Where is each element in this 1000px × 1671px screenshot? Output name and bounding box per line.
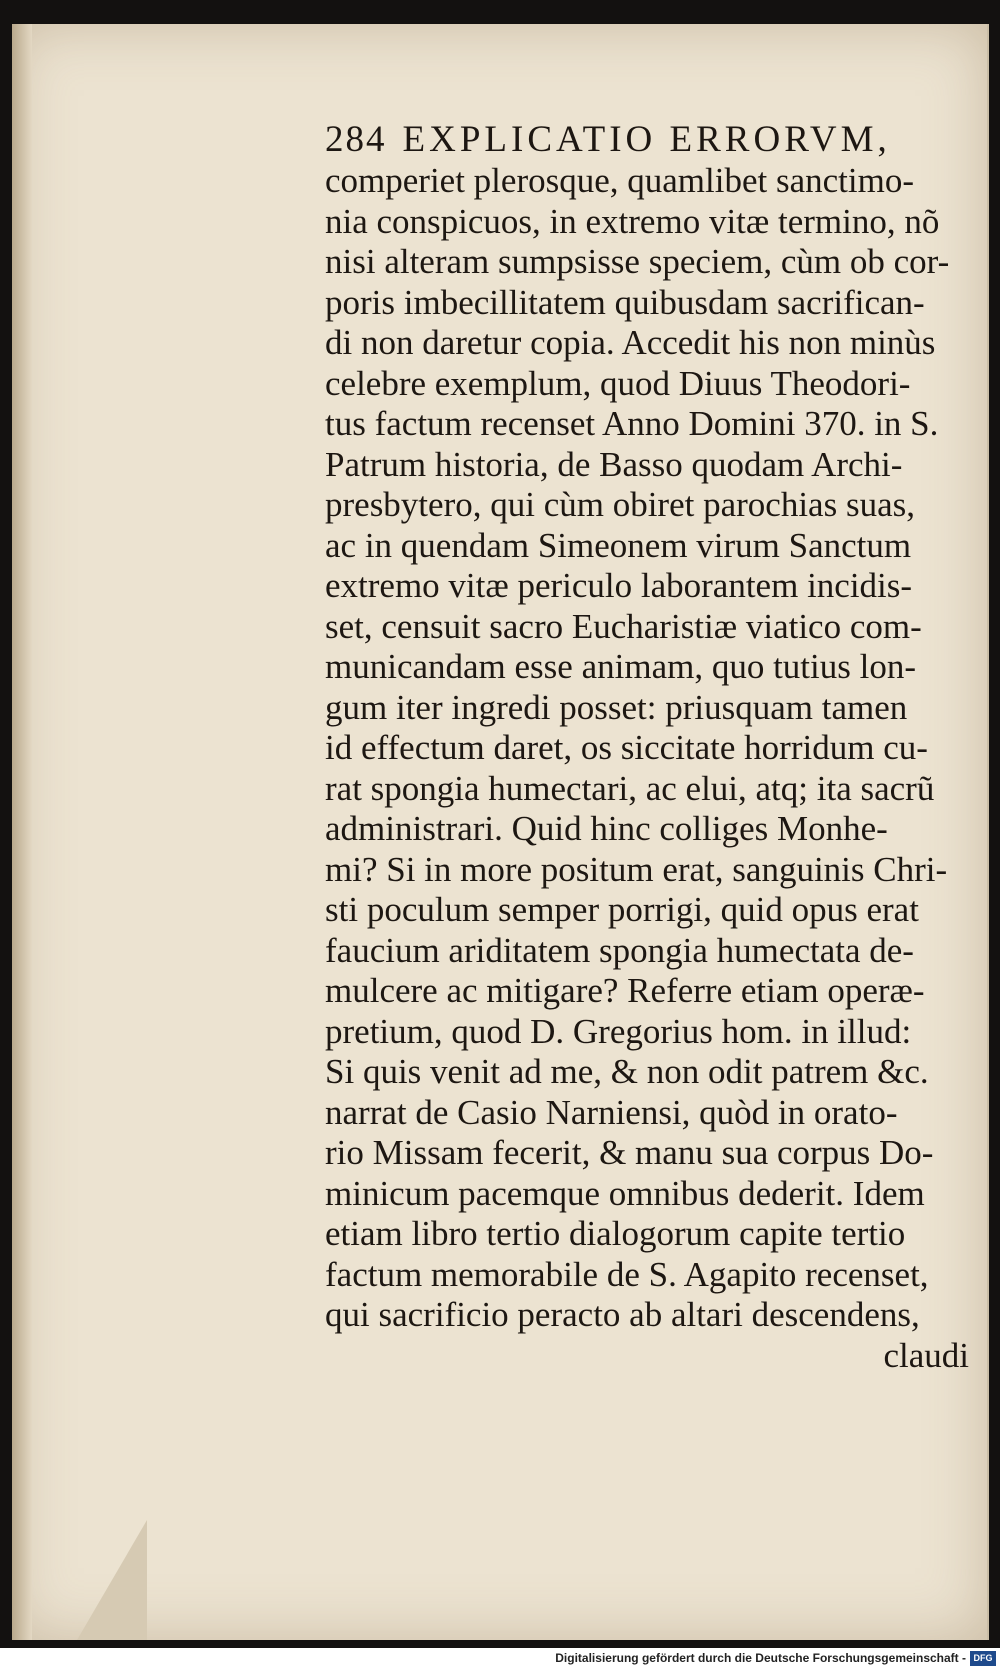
body-text <box>325 161 985 1336</box>
catchword: claudi <box>883 1335 969 1375</box>
text-block <box>325 119 985 1376</box>
footer-bar <box>0 1648 1000 1671</box>
text-line: mulcere ac mitigare? Referre etiam operæ- <box>325 971 925 1010</box>
text-line: extremo vitæ periculo laborantem incidis- <box>325 566 913 605</box>
text-line: ac in quendam Simeonem virum Sanctum <box>325 525 912 565</box>
text-line: minicum pacemque omnibus dederit. Idem <box>325 1173 925 1213</box>
page-header <box>325 119 985 161</box>
text-line: qui sacrificio peracto ab altari descendens, <box>325 1295 920 1334</box>
text-line: administrari. Quid hinc colliges Monhe- <box>325 809 888 848</box>
funding-credit: Digitalisierung gefördert durch die Deutsche Forschungsgemeinschaft - <box>555 1651 966 1665</box>
text-line: tus factum recenset Anno Domini 370. in S. <box>325 404 939 443</box>
text-line: celebre exemplum, quod Diuus Theodori- <box>325 363 911 403</box>
text-line: rio Missam fecerit, & manu sua corpus Do- <box>325 1133 934 1172</box>
text-line: id effectum daret, os siccitate horridum cu- <box>325 728 928 767</box>
text-line: faucium ariditatem spongia humectata de- <box>325 930 914 970</box>
text-line: nia conspicuos, in extremo vitæ termino, nõ <box>325 201 940 241</box>
text-line: di non daretur copia. Accedit his non minùs <box>325 323 936 362</box>
text-line: set, censuit sacro Eucharistiæ viatico com- <box>325 606 922 646</box>
book-page <box>12 24 989 1640</box>
text-line: comperiet plerosque, quamlibet sanctimo- <box>325 161 914 200</box>
text-line: municandam esse animam, quo tutius lon- <box>325 647 917 686</box>
text-line: factum memorabile de S. Agapito recenset, <box>325 1254 929 1294</box>
text-line: etiam libro tertio dialogorum capite tertio <box>325 1214 906 1253</box>
text-line: Si quis venit ad me, & non odit patrem &c. <box>325 1052 929 1091</box>
text-line: Patrum historia, de Basso quodam Archi- <box>325 444 903 484</box>
page-edge-shadow <box>12 24 32 1640</box>
text-line: narrat de Casio Narniensi, quòd in orato- <box>325 1092 898 1132</box>
dfg-logo: DFG <box>970 1651 996 1666</box>
text-line: sti poculum semper porrigi, quid opus erat <box>325 890 919 929</box>
page-number: 284 <box>325 119 387 160</box>
text-line: presbytero, qui cùm obiret parochias suas, <box>325 485 915 524</box>
running-head: EXPLICATIO ERRORVM, <box>402 119 891 160</box>
folded-corner <box>77 1520 147 1640</box>
text-line: nisi alteram sumpsisse speciem, cùm ob cor- <box>325 242 950 281</box>
text-line: pretium, quod D. Gregorius hom. in illud: <box>325 1011 912 1051</box>
text-line: poris imbecillitatem quibusdam sacrifican- <box>325 282 925 322</box>
text-line: mi? Si in more positum erat, sanguinis Chri- <box>325 849 948 889</box>
text-line: gum iter ingredi posset: priusquam tamen <box>325 687 908 727</box>
text-line: rat spongia humectari, ac elui, atq; ita sacrũ <box>325 768 935 808</box>
